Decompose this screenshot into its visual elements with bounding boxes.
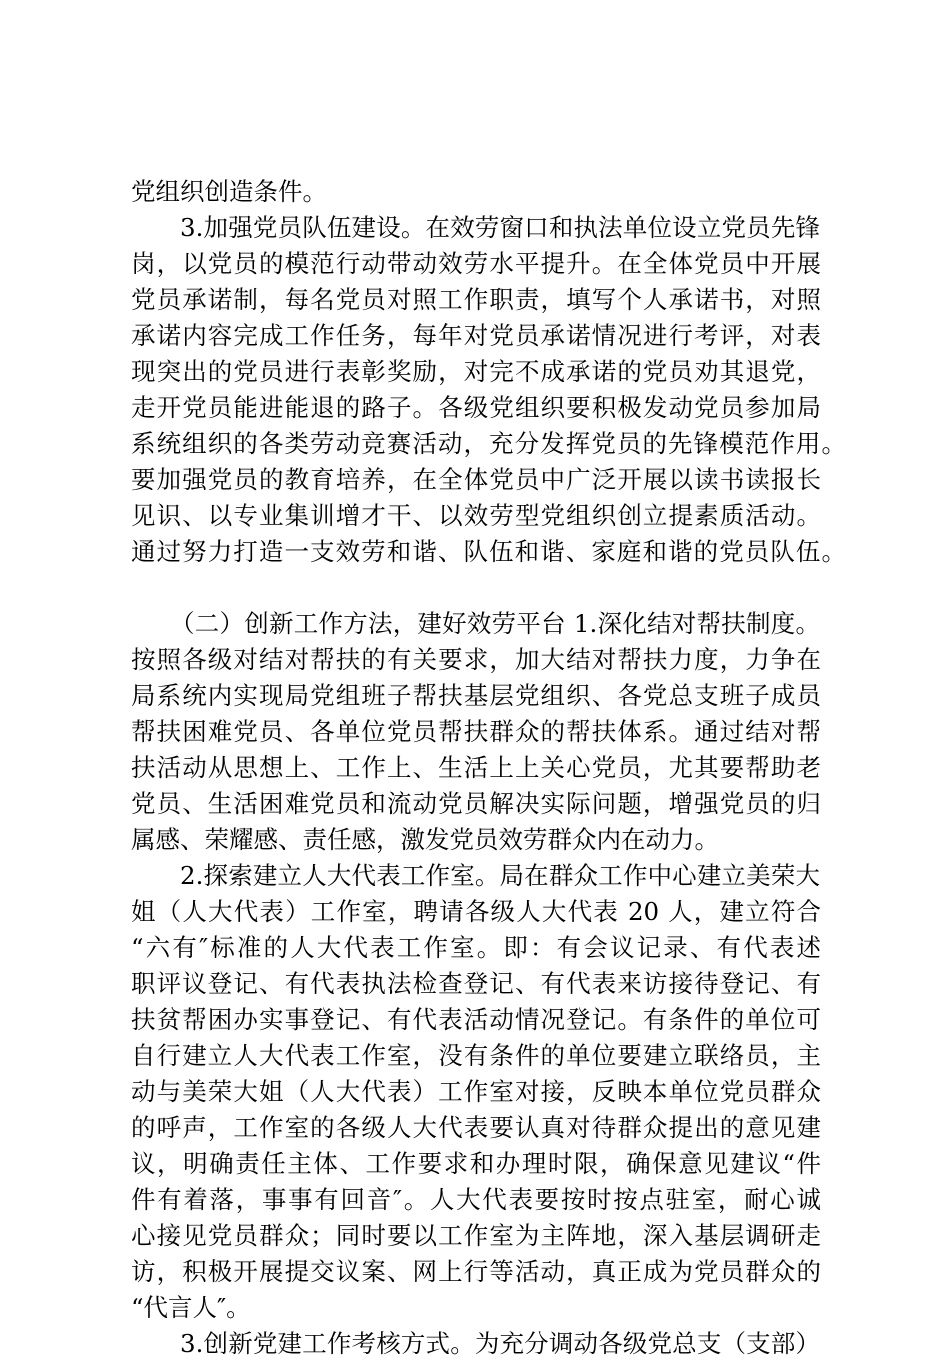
text-line: 姐（人大代表）工作室，聘请各级人大代表 20 人，建立符合 — [131, 897, 821, 926]
text-line: 议，明确责任主体、工作要求和办理时限，确保意见建议“件 — [131, 1149, 821, 1178]
section-heading-line: （二）创新工作方法，建好效劳平台 1.深化结对帮扶制度。 — [170, 609, 820, 638]
text-line: 岗，以党员的模范行动带动效劳水平提升。在全体党员中开展 — [131, 249, 821, 278]
text-line: 见识、以专业集训增才干、以效劳型党组织创立提素质活动。 — [131, 501, 821, 530]
text-line: 党组织创造条件。 — [131, 177, 327, 206]
text-line: 要加强党员的教育培养，在全体党员中广泛开展以读书读报长 — [131, 465, 821, 494]
text-line: 现突出的党员进行表彰奖励，对完不成承诺的党员劝其退党， — [131, 357, 821, 386]
text-line: 局系统内实现局党组班子帮扶基层党组织、各党总支班子成员 — [131, 681, 821, 710]
text-line: 3.加强党员队伍建设。在效劳窗口和执法单位设立党员先锋 — [180, 213, 820, 242]
text-line: 系统组织的各类劳动竞赛活动，充分发挥党员的先锋模范作用。 — [131, 429, 846, 458]
text-line: 党员承诺制，每名党员对照工作职责，填写个人承诺书，对照 — [131, 285, 821, 314]
text-line: 职评议登记、有代表执法检查登记、有代表来访接待登记、有 — [131, 969, 821, 998]
text-line: 按照各级对结对帮扶的有关要求，加大结对帮扶力度，力争在 — [131, 645, 821, 674]
text-line: 扶活动从思想上、工作上、生活上上关心党员，尤其要帮助老 — [131, 753, 821, 782]
text-line: 扶贫帮困办实事登记、有代表活动情况登记。有条件的单位可 — [131, 1005, 821, 1034]
text-line: 2.探索建立人大代表工作室。局在群众工作中心建立美荣大 — [180, 861, 820, 890]
text-line: “六有″标准的人大代表工作室。即：有会议记录、有代表述 — [131, 933, 821, 962]
text-line: 帮扶困难党员、各单位党员帮扶群众的帮扶体系。通过结对帮 — [131, 717, 821, 746]
text-line: 自行建立人大代表工作室，没有条件的单位要建立联络员，主 — [131, 1041, 821, 1070]
text-line: 走开党员能进能退的路子。各级党组织要积极发动党员参加局 — [131, 393, 821, 422]
text-line: 通过努力打造一支效劳和谐、队伍和谐、家庭和谐的党员队伍。 — [131, 537, 846, 566]
text-line: “代言人″。 — [131, 1293, 251, 1322]
text-line: 承诺内容完成工作任务，每年对党员承诺情况进行考评，对表 — [131, 321, 821, 350]
text-line: 访，积极开展提交议案、网上行等活动，真正成为党员群众的 — [131, 1257, 821, 1286]
text-line: 3.创新党建工作考核方式。为充分调动各级党总支（支部） — [180, 1329, 820, 1358]
text-line: 党员、生活困难党员和流动党员解决实际问题，增强党员的归 — [131, 789, 821, 818]
text-line: 的呼声，工作室的各级人大代表要认真对待群众提出的意见建 — [131, 1113, 821, 1142]
text-line: 动与美荣大姐（人大代表）工作室对接，反映本单位党员群众 — [131, 1077, 821, 1106]
text-line: 件有着落，事事有回音″。人大代表要按时按点驻室，耐心诚 — [131, 1185, 821, 1214]
text-line: 心接见党员群众；同时要以工作室为主阵地，深入基层调研走 — [131, 1221, 821, 1250]
text-line: 属感、荣耀感、责任感，激发党员效劳群众内在动力。 — [131, 825, 719, 854]
